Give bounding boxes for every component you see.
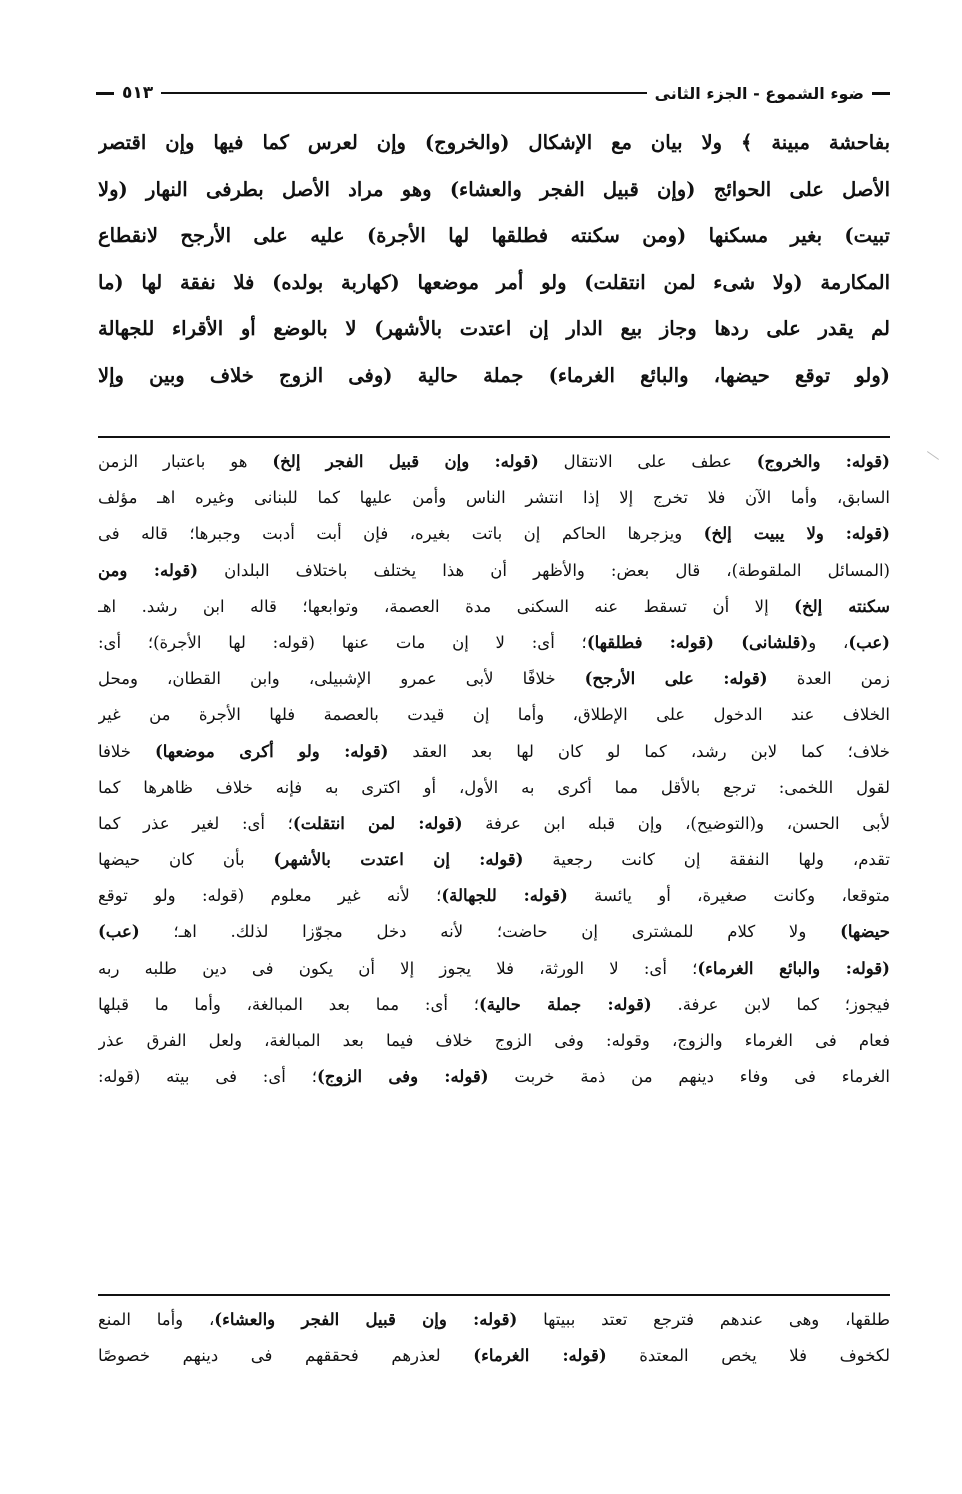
commentary-lemma: (قوله: إن اعتدت بالأشهر) [273,850,524,870]
commentary-lemma: (قوله: وإن قبيل الفجر والعشاء) [214,1310,518,1329]
commentary-line [98,553,890,589]
margin-mark [927,451,939,460]
commentary-segment: الخلاف عند الدخول على الإطلاق، وأما إن قيدت بالعصمة فلها الأجرة من غير [98,705,890,725]
commentary-line [98,1023,890,1059]
commentary-line [98,734,890,770]
commentary-line [98,480,890,516]
commentary-line [98,697,890,733]
main-text-line: الأصل على الحوائج (وإن قبيل الفجر والعشاء) وهو مراد الأصل بطرفى النهار (ولا [98,177,890,201]
main-text-line: بفاحشة مبينة ﴾ ولا بيان مع الإشكال (والخروج) وإن لعرس كما فيها وإن اقتصر [98,131,890,154]
commentary-line [98,770,890,806]
commentary-segment: عطف على الانتقال [538,452,757,471]
commentary-segment: لعذرهم فحققهم فى دينهم خصوصًا [98,1346,474,1366]
page-number: ٥١٣ [122,83,154,103]
commentary-segment: إلا أن تسقط عنه السكنى مدة العصمة، وتوابعها؛ قاله ابن رشد. اهـ [98,596,795,616]
main-text-line: لم يقدر على ردها وجاز بيع الدار إن اعتدت بالأشهر) لا بالوضع أو الأقراء للجهالة [98,317,890,340]
commentary-lemma: (عب) [848,632,890,652]
commentary-segment: خلاف؛ كما لابن رشد، كما لو كان لها بعد العقد [388,741,890,761]
commentary-lemma: (قوله: وفى الزوج) [316,1067,489,1087]
commentary-segment: زمن العدة [767,669,890,689]
commentary-lemma: (قوله: على الأرجح) [584,669,768,689]
commentary-segment: لأبى الحسن، و(التوضيح)، وإن قبله ابن عرفة [462,813,890,833]
commentary-lemma: حيضها) [840,922,890,942]
commentary-segment: ؛ أى: لغير عذر كما [98,813,293,833]
commentary-line [98,842,890,878]
book-title: ضوء الشموع - الجزء الثانى [654,83,864,103]
commentary-line [98,1059,890,1095]
commentary-lemma: (قوله: ولا يبيت إلخ) [703,524,890,544]
commentary-segment: ؛ أى: لا الورثة، فلا يجوز إلا أن يكون فى دين طلبه ربه [98,958,698,978]
running-header [96,78,890,108]
header-rule [161,92,646,94]
commentary-lemma: (قوله: ولو أكرى موضعها) [154,741,389,761]
commentary-lemma: (قوله: والخروج) [756,452,890,471]
main-text-line: تبيت) بغير مسكنها (ومن سكنته فطلقها لها الأجرة) عليه على الأرجح لانقطاع [98,224,890,247]
commentary-line [98,878,890,914]
commentary-lemma: (قوله: وإن قبيل الفجر إلخ) [272,452,539,471]
commentary-segment: ؛ لأنه غير معلوم (قوله: ولو توقع [98,886,442,906]
commentary-lemma: (قوله: لمن انتقلت) [292,813,463,833]
commentary-segment: لقول اللخمى: ترجع بالأقل مما أكرى به الأول، أو اكترى به فإنه خلاف ظاهرها كما [98,777,890,797]
commentary-lemma: (قوله: جملة حالية) [478,994,652,1014]
main-text-line: (ولو توقع حيضها، والبائع الغرماء) جملة حالية (وفى الزوج خلاف وبين وإلا [98,363,890,387]
commentary-segment: ؛ أى: مما بعد المبالغة، وأما ما قبلها [98,994,479,1014]
footer-divider [98,1294,890,1296]
commentary-line [98,987,890,1023]
commentary-lemma: (قوله: والبائع الغرماء) [697,958,890,978]
commentary-segment: ؛ أى: فى بيته (قوله: [98,1067,317,1087]
commentary-lemma: (قوله: للجهالة) [441,886,568,906]
commentary-text [98,444,890,1095]
commentary-segment: الغرماء فى وفاء دينهم من ذمة خربت [488,1067,890,1087]
commentary-segment: متوقعا، وكانت صغيرة، أو يائسة [567,886,890,906]
commentary-segment: لكخوف فلا يخص المعتدة [606,1346,890,1366]
commentary-segment: ، و [808,632,849,652]
commentary-line [98,516,890,552]
footer-text [98,1302,890,1374]
commentary-segment: خلافًا لأبى عمرو الإشبيلى، وابن القطان، ومحل [98,669,585,689]
commentary-line [98,1338,890,1374]
commentary-segment: تقدم، ولها النفقة إن كانت رجعية [523,850,890,870]
header-dash [96,92,114,95]
commentary-segment: (المسائل الملقوطة)، قال بعض: والأظهر أن هذا يختلف باختلاف البلدان [198,560,890,580]
commentary-lemma: (قلشانى) (قوله: فطلقها) [586,632,809,652]
commentary-lemma: (قوله: الغرماء) [473,1346,607,1366]
commentary-segment: بأن كان حيضها [98,850,274,870]
commentary-segment: هو باعتبار الزمن [98,452,273,471]
commentary-line [98,661,890,697]
commentary-segment: فعام فى الغرماء والزوج، وقوله: وفى الزوج خلاف فيما بعد المبالغة، ولعل الفرق عذر [98,1031,890,1050]
commentary-segment: فيجوز؛ كما لابن عرفة. [651,994,890,1014]
commentary-segment: ؛ أى: لا إن مات عنها (قوله: لها الأجرة)؛ أى: [98,632,587,652]
commentary-lemma: (قوله: ومن [98,560,199,580]
commentary-line [98,914,890,950]
commentary-line [98,951,890,987]
commentary-lemma: (عب) [98,922,140,942]
commentary-segment: ، وأما المنع [98,1310,215,1329]
main-text [98,120,890,399]
header-dash [872,92,890,95]
commentary-line [98,589,890,625]
commentary-line [98,444,890,480]
commentary-line [98,1302,890,1338]
commentary-segment: ويزجرها الحاكم إن باتت بغيره، فإن أبت أدبت وجبرها؛ قاله فى [98,524,704,544]
main-text-divider [98,436,890,438]
commentary-segment: طلقها، وهى عندهم فترجع تعتد ببيتها [517,1310,890,1329]
commentary-segment: ولا كلام للمشترى إن حاضت؛ لأنه دخل مجوّزا لذلك. اهـ؛ [139,922,841,942]
commentary-segment: خلافا [98,741,155,761]
main-text-line: المكارمة (ولا شىء لمن انتقلت) ولو أمر موضعها (كهاربة بولده) فلا نفقة لها (ما [98,270,890,294]
commentary-line [98,806,890,842]
commentary-segment: السابق، وأما الآن فلا تخرج إلا إذا انتشر الناس وأمن عليها كما للبنانى وغيره اهـ مؤلف [98,488,890,508]
commentary-line [98,625,890,661]
commentary-lemma: سكنته إلخ) [794,596,890,616]
